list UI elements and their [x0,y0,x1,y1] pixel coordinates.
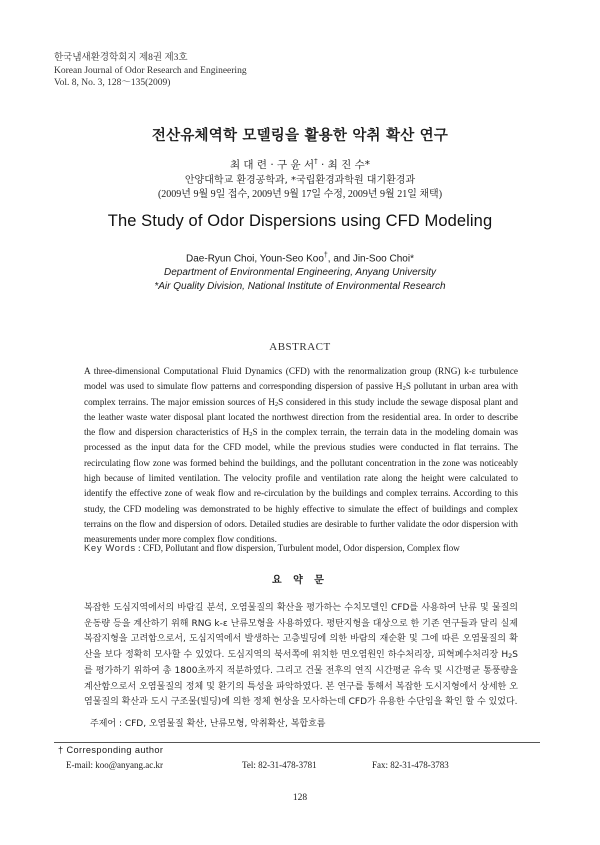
abstract-paragraph [84,364,518,548]
subscript: 2 [249,431,253,439]
abstract-text-1: A three-dimensional Computational Fluid Dynamics (CFD) with the renormalization group (RNG) k-ε turbulence model was used to simulate flow patterns and corresponding dispersion of passive H [84,366,518,392]
abstract-heading: ABSTRACT [269,341,331,353]
korean-summary-body [84,601,518,711]
page-number: 128 [292,793,308,803]
authors-kr-part1: 최 대 련 · 구 윤 서 [229,159,315,171]
authors-en-part1: Dae-Ryun Choi, Youn-Seo Koo [186,253,324,265]
journal-name-en: Korean Journal of Odor Research and Engineering [54,65,247,76]
corresponding-mark: † [314,157,318,166]
korean-summary-paragraph [84,601,518,711]
keywords-text: : CFD, Pollutant and flow dispersion, Turbulent model, Odor dispersion, Complex flow [137,543,460,553]
corresponding-mark-en: † [323,252,328,259]
authors-english [0,252,600,264]
title-english: The Study of Odor Dispersions using CFD Modeling [107,212,493,230]
journal-header [54,52,247,90]
journal-name-kr: 한국냄새환경학회지 제8권 제3호 [54,53,188,63]
abstract-body [84,364,518,548]
summary-text-2: S를 평가하기 위하여 총 1800초까지 적분하였다. 그리고 건물 전후의 연직 시간평균 유속 및 시간평균 통풍량을 계산함으로서 오염물질의 정체 및 환기의 특성을 파악하였다. 본 연구를 통해서 복잡한 도시지형에서 상세한 오염물질의 확산과 도시 구조물(빌딩)에 의한 정체 현상을 모사하는데 CFD가 유용한 수단임을 확인 할 수 있었다. [84,650,518,708]
keywords-korean: 주제어 : CFD, 오염물질 확산, 난류모형, 악취확산, 복합흐름 [90,719,326,729]
department-english: Department of Environmental Engineering, Anyang University [164,267,436,278]
keywords-english [84,543,524,554]
authors-kr-part2: · 최 진 수* [317,159,371,171]
abstract-text-2: S pollutant in urban area with complex terrains. The major emission sources of H [84,381,518,407]
footnote-divider [54,742,540,743]
keywords-label: Key Words [84,543,136,554]
subscript: 2 [274,400,279,408]
journal-volume: Vol. 8, No. 3, 128～135(2009) [54,78,171,88]
division-english: *Air Quality Division, National Institute of Environmental Research [154,281,446,292]
abstract-text-3: S considered in this study include the sewage disposal plant and the leather waste water disposal plant located the northwest direction from the residential area. In order to describe the flow and dispersion characteristics of H [84,396,518,438]
abstract-text-4: S in the complex terrain, the terrain data in the modeling domain was processed as the input data for the CFD model, while the previous studies were conducted in flat terrains. The recirculating flow zone was formed behind the buildings, and the pollutant concentration in the zone was noticeably high because of limited ventilation. The velocity profile and ventilation rate along the height were calculated to identify the effective zone of weak flow and re-circulation by the buildings and complex terrains. According to this study, the CFD modeling was demonstrated to be highly effective to simulate the effect of buildings and complex terrains on the flow and dispersion of odors. Detailed studies are desirable to further validate the odor dispersion with measurements under more complex flow conditions. [84,427,518,545]
authors-en-part2: , and Jin-Soo Choi* [327,253,414,265]
summary-text-1: 복잡한 도심지역에서의 바람길 분석, 오염물질의 확산을 평가하는 수치모델인 CFD를 사용하여 난류 및 물질의 운동량 등을 계산하기 위해 RNG k-ε 난류모형을 사용하였다. 평탄지형을 대상으로 한 기존 연구들과 달리 실제 복잡지형을 고려함으로서, 도심지역에서 발생하는 고층빌딩에 의한 바람의 재순환 및 그에 따른 오염물질의 확산을 보다 정확히 모사할 수 있었다. 도심지역의 북서쪽에 위치한 면오염원인 하수처리장, 피혁폐수처리장 H [84,603,518,661]
authors-korean [0,157,600,172]
received-dates: (2009년 9월 9일 접수, 2009년 9월 17일 수정, 2009년 9월 21일 채택) [157,189,443,200]
corresponding-author-label: † Corresponding author [58,745,164,755]
korean-summary-heading: 요 약 문 [272,575,328,586]
telephone-contact: Tel: 82-31-478-3781 [242,760,317,770]
subscript: 2 [508,652,513,661]
subscript: 2 [402,385,406,393]
email-contact: E-mail: koo@anyang.ac.kr [66,760,164,770]
title-korean: 전산유체역학 모델링을 활용한 악취 확산 연구 [151,128,449,144]
fax-contact: Fax: 82-31-478-3783 [372,760,449,770]
affiliation-korean: 안양대학교 환경공학과, *국립환경과학원 대기환경과 [184,175,416,186]
